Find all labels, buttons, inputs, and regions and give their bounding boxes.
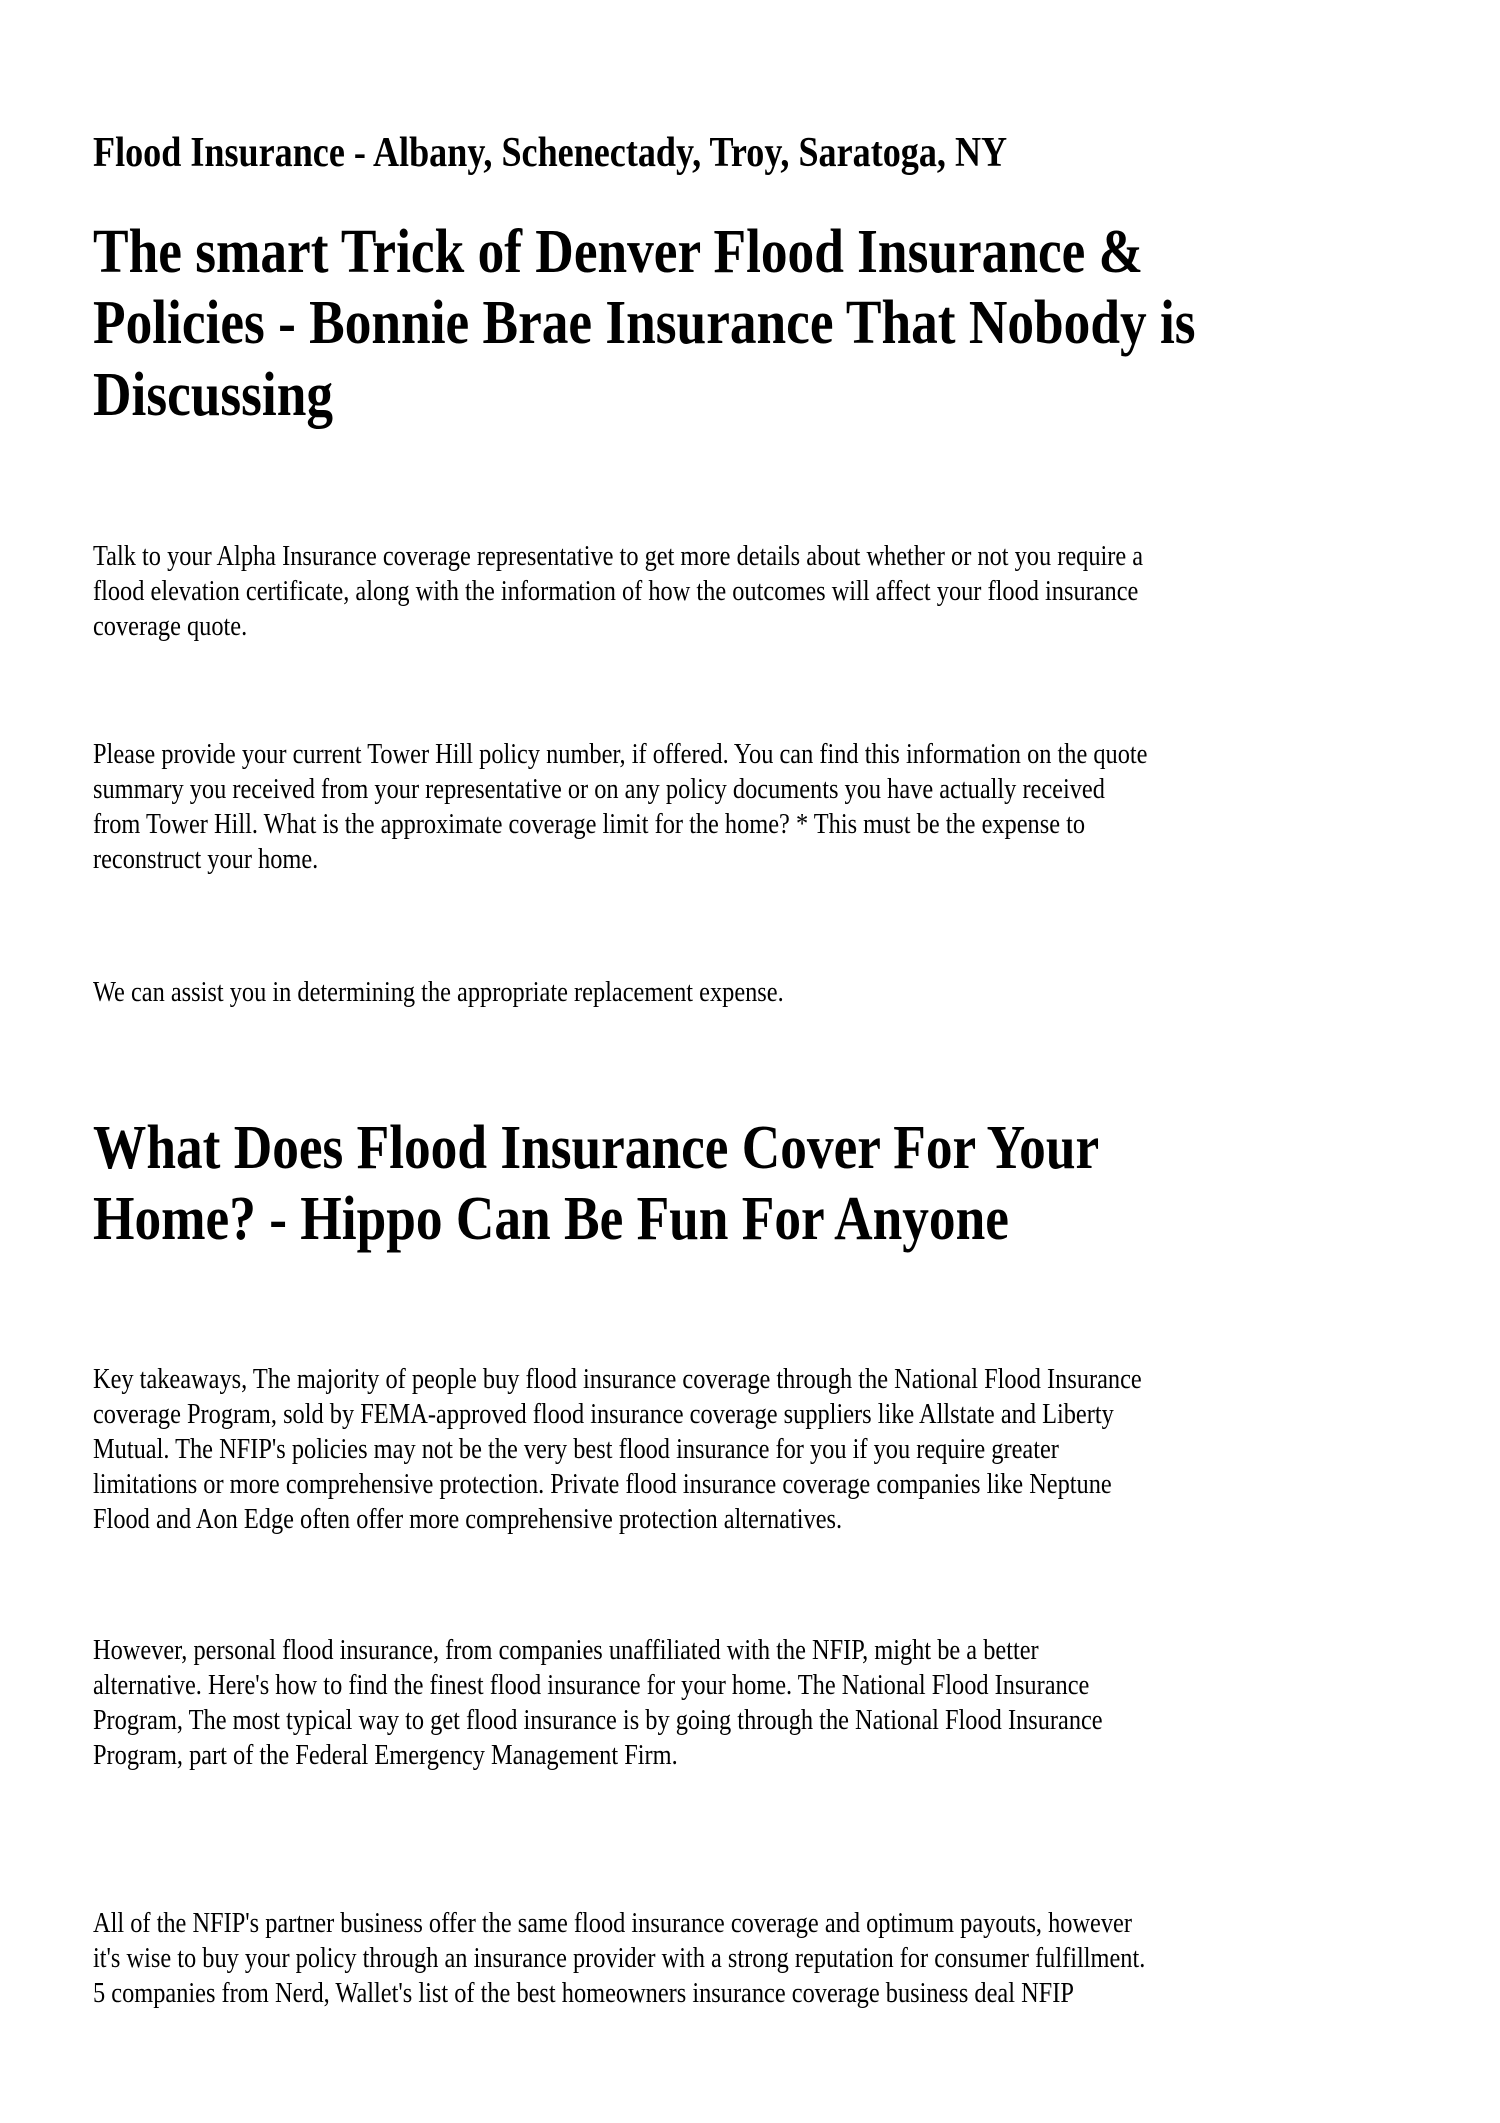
- heading-line: Policies - Bonnie Brae Insurance That Nobody is: [93, 289, 1196, 357]
- paragraph-line: Program, The most typical way to get flood insurance is by going through the National Flood Insurance: [93, 1704, 1103, 1736]
- paragraph-line: Mutual. The NFIP's policies may not be the very best flood insurance for you if you require greater: [93, 1433, 1059, 1465]
- paragraph-line: Program, part of the Federal Emergency Management Firm.: [93, 1739, 678, 1771]
- paragraph-line: All of the NFIP's partner business offer the same flood insurance coverage and optimum payouts, however: [93, 1907, 1132, 1939]
- paragraph-line: Talk to your Alpha Insurance coverage representative to get more details about whether or not you require a: [93, 540, 1144, 572]
- paragraph-line: from Tower Hill. What is the approximate coverage limit for the home? * This must be the expense to: [93, 808, 1086, 840]
- heading-line: The smart Trick of Denver Flood Insurance &: [93, 218, 1144, 286]
- paragraph-line: 5 companies from Nerd, Wallet's list of the best homeowners insurance coverage business deal NFIP: [93, 1977, 1074, 2009]
- paragraph-line: coverage Program, sold by FEMA-approved flood insurance coverage suppliers like Allstate and Liberty: [93, 1398, 1114, 1430]
- paragraph-line: Flood and Aon Edge often offer more comprehensive protection alternatives.: [93, 1503, 843, 1535]
- heading-line: Discussing: [93, 361, 334, 429]
- paragraph-line: Key takeaways, The majority of people buy flood insurance coverage through the National Flood Insurance: [93, 1363, 1142, 1395]
- paragraph-line: However, personal flood insurance, from companies unaffiliated with the NFIP, might be a better: [93, 1634, 1039, 1666]
- paragraph-line: limitations or more comprehensive protection. Private flood insurance coverage companies like Neptune: [93, 1468, 1112, 1500]
- paragraph-line: it's wise to buy your policy through an insurance provider with a strong reputation for consumer fulfillment.: [93, 1942, 1146, 1974]
- heading-line: Home? - Hippo Can Be Fun For Anyone: [93, 1185, 1009, 1253]
- paragraph-line: We can assist you in determining the appropriate replacement expense.: [93, 976, 784, 1008]
- paragraph-line: Please provide your current Tower Hill policy number, if offered. You can find this information on the quote: [93, 738, 1148, 770]
- paragraph-line: coverage quote.: [93, 610, 248, 642]
- paragraph-line: alternative. Here's how to find the finest flood insurance for your home. The National Flood Insurance: [93, 1669, 1090, 1701]
- document-title: Flood Insurance - Albany, Schenectady, Troy, Saratoga, NY: [93, 130, 1008, 176]
- paragraph-line: flood elevation certificate, along with the information of how the outcomes will affect your flood insurance: [93, 575, 1139, 607]
- paragraph-line: reconstruct your home.: [93, 843, 319, 875]
- heading-line: What Does Flood Insurance Cover For Your: [93, 1114, 1100, 1182]
- paragraph-line: summary you received from your representative or on any policy documents you have actually received: [93, 773, 1105, 805]
